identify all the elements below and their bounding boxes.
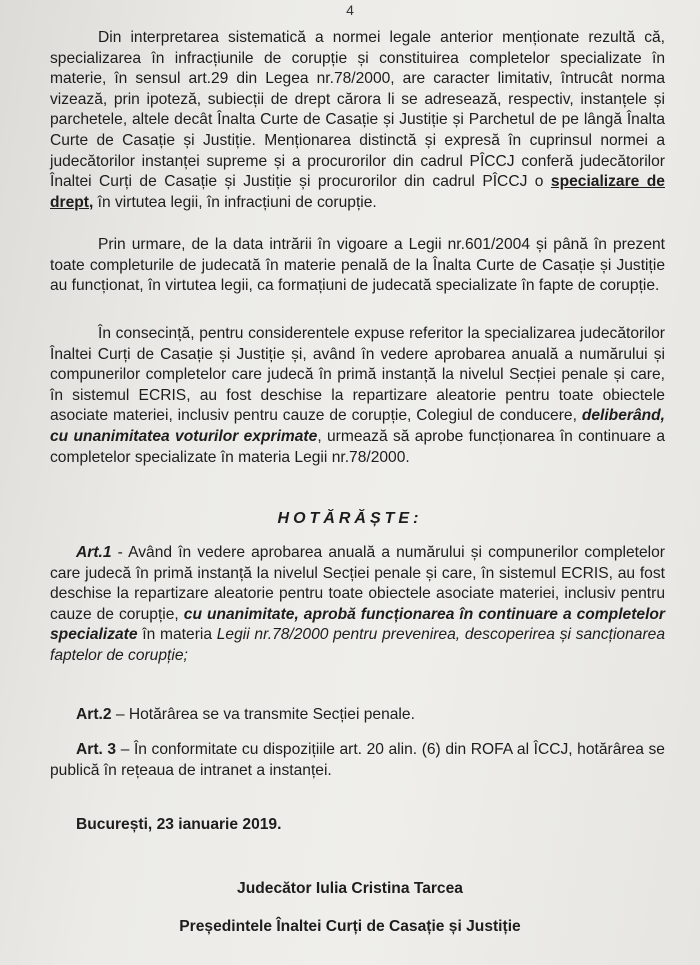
place-date: București, 23 ianuarie 2019. [76,816,282,833]
article-2-label: Art.2 [76,706,112,723]
emphasis-specializare: specializare de drept, [50,173,665,211]
paragraph-interpretation: Din interpretarea sistematică a normei legale anterior menționate rezultă că, specializarea în infracțiunile de corupție și constituirea completelor specializate în materie, în sensul art.29 din Legea nr.78/2000, are caracter limitativ, întrucât norma vizează, prin ipoteză, subiecții de drept cărora li se adresează, respectiv, instanțele și parchetele, altele decât Înalta Curte de Casație și Justiție și Parchetul de pe lângă Înalta Curte de Casație și Justiție. Menționarea distinctă și expresă în cuprinsul normei a judecătorilor instanței supreme și a procurorilor din cadrul PÎCCJ conferă judecătorilor Înaltei Curți de Casație și Justiție și procurorilor din cadrul PÎCCJ o specializare de drept, în virtutea legii, în infracțiuni de corupție. [50,29,665,211]
article-1-label: Art.1 [76,544,112,561]
article-3: Art. 3 – În conformitate cu dispozițiile art. 20 alin. (6) din ROFA al ÎCCJ, hotărârea se publică în rețeaua de intranet a instanței. [50,741,665,779]
article-2: Art.2 – Hotărârea se va transmite Secției penale. [76,706,415,723]
article-1: Art.1 - Având în vedere aprobarea anuală a numărului și compunerilor completelor care judecă în primă instanță la nivelul Secției penale și care, în sistemul ECRIS, au fost deschise la repartizare aleatorie pentru toate obiectele asociate materiei, inclusiv pentru cauze de corupție, cu unanimitate, aprobă funcționarea în continuare a completelor specializate în materia Legii nr.78/2000 pentru prevenirea, descoperirea și sancționarea faptelor de corupție; [50,544,665,664]
paragraph-considerations: În consecință, pentru considerentele expuse referitor la specializarea judecătorilor Înaltei Curți de Casație și Justiție și, având în vedere aprobarea anuală a numărului și compunerilor completelor care judecă în primă instanță la nivelul Secției penale și care, în sistemul ECRIS, au fost deschise la repartizare aleatorie pentru toate obiectele asociate materiei, inclusiv pentru cauze de corupție, Colegiul de conducere, deliberând, cu unanimitatea voturilor exprimate, urmează să aprobe funcționarea în continuare a completelor specializate în materia Legii nr.78/2000. [50,325,666,466]
article-1-emphasis: cu unanimitate, aprobă funcționarea în continuare a completelor specializate [50,605,665,644]
signatory-title: Președintele Înaltei Curți de Casație și Justiție [179,918,521,935]
paragraph-consequence: Prin urmare, de la data intrării în vigoare a Legii nr.601/2004 și până în prezent toate completurile de judecată în materie penală de la Înalta Curte de Casație și Justiție au funcționat, în virtutea legii, ca formațiuni de judecată specializate în fapte de corupție. [50,236,665,295]
decision-heading: HOTĂRĂȘTE: [277,510,423,527]
signatory-name: Judecător Iulia Cristina Tarcea [237,880,463,897]
page-number: 4 [346,2,354,18]
article-3-label: Art. 3 [76,741,117,758]
emphasis-deliberand: deliberând, cu unanimitatea voturilor exprimate [50,407,665,445]
